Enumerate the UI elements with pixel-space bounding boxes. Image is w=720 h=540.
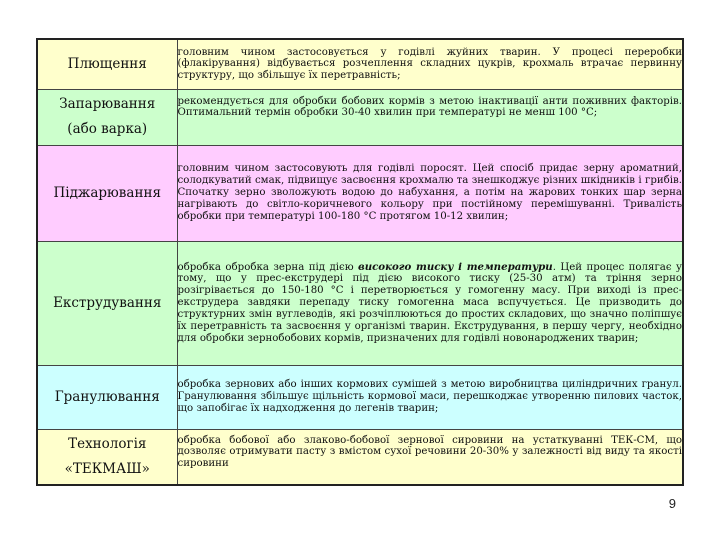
term-label: Екструдування — [53, 294, 162, 311]
term-label: Плющення — [67, 55, 147, 72]
description-cell — [177, 365, 683, 429]
description-cell — [177, 145, 683, 241]
description-cell — [177, 429, 683, 485]
description-highlight: високого тиску і температури — [358, 260, 553, 273]
term-cell — [37, 89, 177, 145]
description-text: рекомендується для обробки бобових кормів з метою інактивації анти поживних факторів. Оптимальний термін обробки 30-40 хвилин при температурі не менш 100 °С; — [177, 95, 682, 119]
table-row — [37, 89, 683, 145]
term-cell — [37, 39, 177, 89]
table-row — [37, 145, 683, 241]
term-label: Піджарювання — [53, 184, 161, 201]
term-cell — [37, 145, 177, 241]
description-text — [178, 262, 683, 345]
description-cell — [177, 39, 683, 89]
term-cell — [37, 365, 177, 429]
table-row — [37, 429, 683, 485]
table-row — [37, 39, 683, 89]
page-number: 9 — [668, 496, 676, 511]
description-text-end: . Цей процес полягає у тому, що у прес-екструдері під дією високого тиску (25-30 атм) та тріння зерно розігрівається до 150-180 °С і перетворюється у гомогенну масу. При виході із прес-екструдера завдяки перепаду тиску гомогенна маса вспучується. Це призводить до структурних змін вуглеводів, які розчіплюються до простих складових, що значно поліпшує їх перетравність та засвоєння у організмі тварин. Екструдування, в першу чергу, необхідно для обробки зернобобових кормів, призначених для годівлі новонароджених тварин; — [177, 261, 682, 344]
term-cell — [37, 241, 177, 365]
description-text: обробка зернових або інших кормових сумішей з метою виробництва циліндричних гранул. Гранулювання збільшує щільність кормової маси, перешкоджає утворенню пилових часток, що запобігає їх надходження до легенів тварин; — [177, 379, 682, 414]
processing-methods-table — [36, 38, 684, 486]
term-label: Запарювання — [59, 96, 156, 113]
table-row — [37, 241, 683, 365]
description-cell — [177, 89, 683, 145]
term-label-secondary: «ТЕКМАШ» — [64, 460, 150, 477]
term-label: Технологія — [68, 435, 147, 452]
term-label: Гранулювання — [54, 388, 160, 405]
description-text-start: обробка обробка зерна під дією — [177, 261, 358, 273]
description-text: обробка бобової або злаково-бобової зернової сировини на устаткуванні ТЕК-СМ, що дозволяє отримувати пасту з вмістом сухої речовини 20-30% у залежності від виду та якості сировини — [177, 434, 682, 470]
description-text: головним чином застосовують для годівлі поросят. Цей спосіб придає зерну ароматний, солодкуватий смак, підвищує засвоєння крохмалю та знешкоджує різних шкідників і грибів. Спочатку зерно зволожують водою до набухання, а потім на жарових тонких шар зерна нагрівають до світло-коричневого кольору при постійному перемішуванні. Тривалість обробки при температурі 100-180 °С протягом 10-12 хвилин; — [177, 163, 682, 222]
table-row — [37, 365, 683, 429]
description-cell — [177, 241, 683, 365]
description-text: головним чином застосовується у годівлі жуйних тварин. У процесі переробки (флакірування) відбувається розчеплення складних цукрів, крохмаль втрачає первинну структуру, що збільшує їх перетравність; — [177, 46, 682, 82]
term-label-secondary: (або варка) — [67, 121, 148, 137]
term-cell — [37, 429, 177, 485]
